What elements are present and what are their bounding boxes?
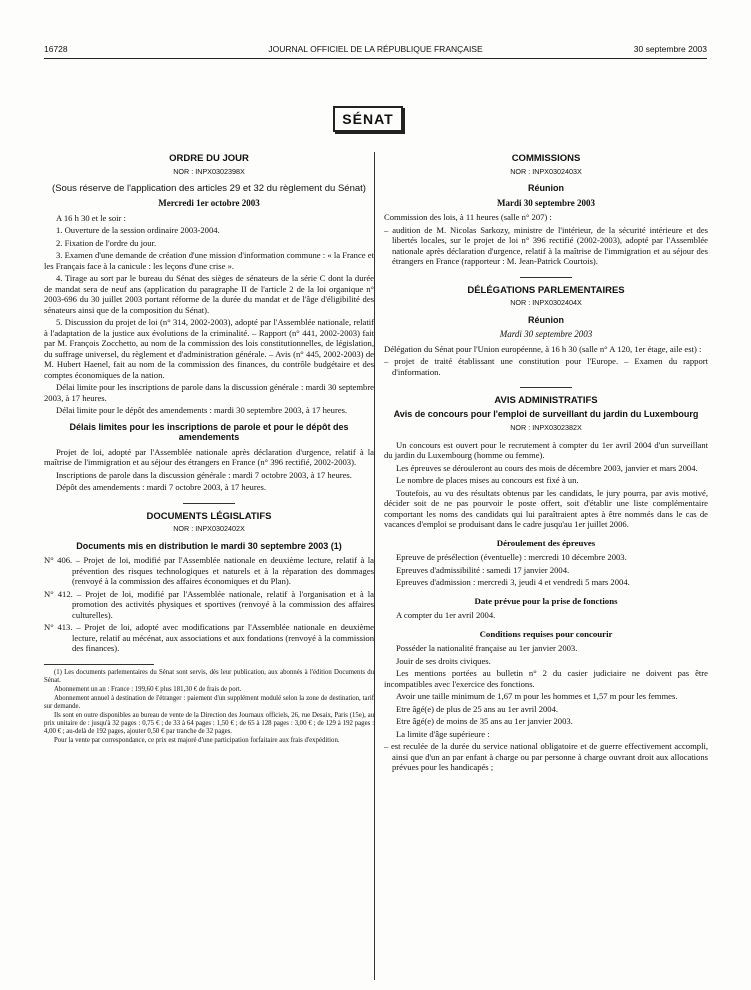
documents-nor: NOR : INPX0302402X [173,524,245,533]
delegations-date: Mardi 30 septembre 2003 [499,329,593,339]
avis-sub: Avis de concours pour l'emploi de surveillant du jardin du Luxembourg [393,408,699,419]
section-title: SÉNAT [333,106,403,132]
deroulement-item: Epreuves d'admissibilité : samedi 17 janvier 2004. [396,564,570,575]
footnote: Abonnement un an : France : 199,60 € plus 181,30 € de frais de port. [54,685,242,693]
avis-paragraph: Toutefois, au vu des résultats obtenus par les candidats, le jury pourra, par avis motivé, décider soit de ne pas pourvoir le poste offert, soit d'établir une liste complémentaire comportant les noms des candidats qui lui paraîtraient aptes à être nommés dans le cas de vacances d'emploi se produisant dans le cadre jusqu'au 1er juillet 2006. [384,487,708,529]
document-item: N° 412. – Projet de loi, modifié par l'Assemblée nationale, relatif à l'organisation et à la promotion des activités physiques et sportives (renvoyé à la commission des affaires culturelles). [44,588,374,620]
left-column [44,150,374,746]
footnote: Abonnement annuel à destination de l'étranger : paiement d'un supplément modulé selon la zone de destination, tarif sur demande. [44,694,374,710]
condition: La limite d'âge supérieure : [396,728,490,739]
commissions-sub: Réunion [528,183,564,193]
delais-paragraph: Inscriptions de parole dans la discussion générale : mardi 7 octobre 2003, à 17 heures. [56,469,352,480]
column-divider [374,152,375,980]
deroulement-item: Epreuves d'admission : mercredi 3, jeudi 4 et vendredi 5 mars 2004. [396,577,630,587]
condition: Etre âgé(e) de plus de 25 ans au 1er avril 2004. [396,703,559,714]
page-number: 16728 [44,44,68,54]
documents-subtitle: Documents mis en distribution le mardi 30 septembre 2003 (1) [76,540,342,551]
condition: Jouir de ses droits civiques. [396,655,491,666]
ordre-reserve: (Sous réserve de l'application des articles 29 et 32 du règlement du Sénat) [52,183,366,194]
commissions-date: Mardi 30 septembre 2003 [496,197,596,208]
ordre-title: ORDRE DU JOUR [169,153,249,164]
date-title: Date prévue pour la prise de fonctions [474,595,618,606]
ordre-item: 2. Fixation de l'ordre du jour. [56,237,157,248]
ordre-item: 5. Discussion du projet de loi (n° 314, 2002-2003), adopté par l'Assemblée nationale, relatif à l'adaptation de la justice aux évolutions de la criminalité. – Rapport (n° 441, 2002-2003) fait par M. François Zocchetto, au nom de la commission des lois constitutionnelles, de législation, du suffrage universel, du règlement et d'administration générale. – Avis (n° 445, 2002-2003) de M. Hubert Haenel, fait au nom de la commission des finances, du contrôle budgétaire et des comptes économiques de la nation. [44,317,374,380]
document-item: N° 406. – Projet de loi, modifié par l'Assemblée nationale en deuxième lecture, relatif à la prévention des risques technologiques et naturels et à la réparation des dommages (renvoyé à la commission des affaires économiques et du Plan). [44,555,374,586]
delais-title: Délais limites pour les inscriptions de parole et pour le dépôt des amendements [69,421,349,442]
avis-nor: NOR : INPX0302382X [510,423,582,432]
ordre-item: 3. Examen d'une demande de création d'une mission d'information commune : « la France et les Français face à la canicule : les leçons d'une crise ». [44,250,374,271]
header-rule [44,58,707,59]
ordre-item: 4. Tirage au sort par le bureau du Sénat des sièges de sénateurs de la série C dont la durée de mandat sera de neuf ans (application du paragraphe II de l'article 2 de la loi organique n° 2003-696 du 30 juillet 2003 portant réforme de la durée du mandat et de l'âge d'éligibilité des sénateurs ainsi que de la composition du Sénat). [44,273,374,315]
delais-paragraph: Projet de loi, adopté par l'Assemblée nationale après déclaration d'urgence, relatif à la maîtrise de l'immigration et au séjour des étrangers en France (n° 396 rectifié, 2002-2003). [44,446,374,467]
section-rule [520,387,572,388]
condition: Etre âgé(e) de moins de 35 ans au 1er janvier 2003. [396,716,573,726]
ordre-date: Mercredi 1er octobre 2003 [158,198,260,208]
condition: Les mentions portées au bulletin n° 2 du casier judiciaire ne doivent pas être incompatibles avec l'exercice des fonctions. [384,668,708,689]
ordre-item: Délai limite pour les inscriptions de parole dans la discussion générale : mardi 30 septembre 2003, à 17 heures. [44,382,374,403]
journal-title: JOURNAL OFFICIEL DE LA RÉPUBLIQUE FRANÇAISE [268,44,483,54]
delegations-sub: Réunion [528,314,564,325]
ordre-item: A 16 h 30 et le soir : [56,212,126,223]
footnote-rule [44,664,154,665]
condition: Avoir une taille minimum de 1,67 m pour les hommes et 1,57 m pour les femmes. [396,691,678,701]
deroulement-item: Epreuve de présélection (éventuelle) : mercredi 10 décembre 2003. [396,552,627,562]
ordre-nor: NOR : INPX0302398X [173,166,245,176]
section-rule [183,503,235,504]
date-text: A compter du 1er avril 2004. [396,610,496,620]
delegations-item: – projet de traité établissant une constitution pour l'Europe. – Examen du rapport d'information. [384,356,708,377]
delegations-title: DÉLÉGATIONS PARLEMENTAIRES [467,284,625,296]
avis-paragraph: Le nombre de places mises au concours est fixé à un. [396,475,579,485]
avis-paragraph: Les épreuves se dérouleront au cours des mois de décembre 2003, janvier et mars 2004. [396,462,698,473]
footnote: (1) Les documents parlementaires du Sénat sont servis, dès leur publication, aux abonnés à l'édition Documents du Sénat. [44,668,374,684]
commissions-nor: NOR : INPX0302403X [510,166,582,176]
ordre-item: 1. Ouverture de la session ordinaire 2003-2004. [56,225,220,235]
commissions-title: COMMISSIONS [511,153,581,164]
ordre-item: Délai limite pour le dépôt des amendements : mardi 30 septembre 2003, à 17 heures. [56,405,348,415]
documents-title: DOCUMENTS LÉGISLATIFS [146,510,272,522]
delegations-text: Délégation du Sénat pour l'Union européenne, à 16 h 30 (salle n° A 120, 1er étage, aile est) : [384,343,702,354]
delais-paragraph: Dépôt des amendements : mardi 7 octobre 2003, à 17 heures. [56,482,267,492]
avis-title: AVIS ADMINISTRATIFS [494,395,598,406]
commissions-text: Commission des lois, à 11 heures (salle n° 207) : [384,212,552,222]
footnote: Ils sont en outre disponibles au bureau de vente de la Direction des Journaux officiels, 26, rue Desaix, Paris (15e), au prix unitaire de : jusqu'à 32 pages : 0,75 € ; de 33 à 64 pages : 1,50 € ; de 65 à 128 pages : 3,00 € ; de 129 à 192 pages : 4,00 € ; au-delà de 192 pages, ajouter 0,50 € par tranche de 32 pages. [44,711,374,735]
condition-item: – est reculée de la durée du service national obligatoire et de guerre effectivement accompli, ainsi que d'un an par enfant à charge ou par personne à charge ouvrant droit aux allocations prévues pour les handicapés ; [384,741,708,772]
avis-paragraph: Un concours est ouvert pour le recrutement à compter du 1er avril 2004 d'un surveillant du jardin du Luxembourg (homme ou femme). [384,439,708,460]
commissions-item: – audition de M. Nicolas Sarkozy, ministre de l'intérieur, de la sécurité intérieure et des libertés locales, sur le projet de loi n° 396 rectifié (2002-2003), adopté par l'Assemblée nationale après déclaration d'urgence, relatif à la maîtrise de l'immigration et au séjour des étrangers en France (rapporteur : M. Jean-Patrick Courtois). [384,224,708,266]
issue-date: 30 septembre 2003 [633,44,707,54]
footnotes [44,669,374,745]
right-column [384,150,708,775]
condition: Posséder la nationalité française au 1er janvier 2003. [396,643,578,653]
deroulement-title: Déroulement des épreuves [496,537,596,548]
conditions-title: Conditions requises pour concourir [479,628,613,639]
footnote: Pour la vente par correspondance, ce prix est majoré d'une participation forfaitaire aux frais d'expédition. [54,736,340,744]
section-rule [520,277,572,278]
document-item: N° 413. – Projet de loi, adopté avec modifications par l'Assemblée nationale en deuxième lecture, relatif au mécénat, aux associations et aux fondations (renvoyé à la commission des finances). [44,622,374,653]
delegations-nor: NOR : INPX0302404X [510,298,582,307]
